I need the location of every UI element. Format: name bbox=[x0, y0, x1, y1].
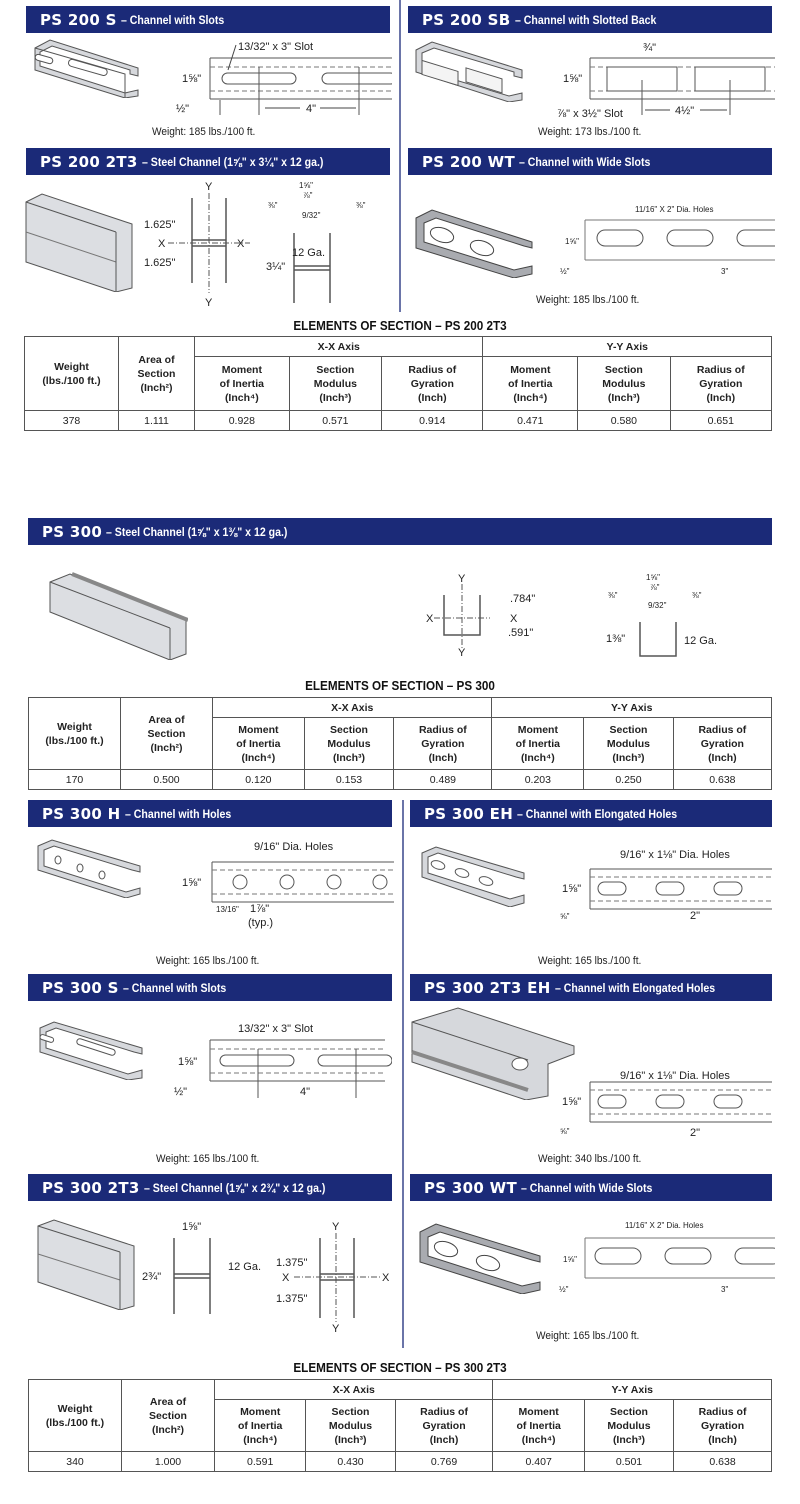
channel-slots-illustration bbox=[38, 1020, 144, 1080]
holes-dimension-drawing bbox=[182, 838, 394, 933]
weight-label: Weight: 340 lbs./100 ft. bbox=[538, 1153, 642, 1165]
section-header-ps3002t3 bbox=[28, 1174, 392, 1201]
dimension-section-drawing bbox=[142, 1218, 272, 1318]
svg-text:¾": ¾" bbox=[643, 42, 657, 54]
svg-text:13/16": 13/16" bbox=[216, 905, 239, 914]
channel-slotted-back-illustration bbox=[414, 40, 526, 102]
svg-text:3": 3" bbox=[721, 267, 729, 276]
svg-text:Y: Y bbox=[332, 1221, 340, 1233]
svg-text:4½": 4½" bbox=[675, 105, 695, 117]
slot-dimension-drawing bbox=[170, 40, 392, 120]
svg-text:1⅜": 1⅜" bbox=[606, 633, 626, 645]
double-channel-illustration bbox=[24, 192, 134, 292]
svg-text:11/16" X 2" Dia. Holes: 11/16" X 2" Dia. Holes bbox=[635, 205, 714, 214]
svg-text:⅞": ⅞" bbox=[303, 191, 313, 200]
svg-text:2¾": 2¾" bbox=[142, 1271, 162, 1283]
svg-text:⅜": ⅜" bbox=[356, 201, 366, 210]
svg-text:1⅝": 1⅝" bbox=[563, 73, 583, 85]
product-desc: – Channel with Slotted Back bbox=[514, 12, 656, 27]
svg-text:½": ½" bbox=[174, 1086, 188, 1098]
ps300-axis-drawing bbox=[420, 570, 550, 660]
double-channel-elongated-illustration bbox=[408, 1004, 576, 1100]
svg-text:Y: Y bbox=[458, 647, 466, 659]
svg-text:1⅞": 1⅞" bbox=[250, 903, 270, 915]
product-desc: – Steel Channel (1⅝" x 1⅜" x 12 ga.) bbox=[106, 524, 288, 539]
section-header-ps2002t3 bbox=[26, 148, 390, 175]
channel-wide-slots-illustration bbox=[418, 1222, 542, 1294]
svg-text:⅜": ⅜" bbox=[608, 591, 618, 600]
svg-text:1⅝": 1⅝" bbox=[562, 883, 582, 895]
product-code: PS 300 2T3 bbox=[42, 1178, 140, 1197]
svg-text:.591": .591" bbox=[508, 627, 534, 639]
product-code: PS 300 bbox=[42, 522, 103, 541]
product-code: PS 300 2T3 EH bbox=[424, 978, 551, 997]
svg-text:9/16" x 1⅛" Dia. Holes: 9/16" x 1⅛" Dia. Holes bbox=[620, 849, 730, 861]
svg-text:Y: Y bbox=[332, 1323, 340, 1335]
svg-text:2": 2" bbox=[690, 910, 701, 922]
product-code: PS 200 WT bbox=[422, 152, 516, 171]
svg-text:.784": .784" bbox=[510, 593, 536, 605]
svg-text:13/32" x 3" Slot: 13/32" x 3" Slot bbox=[238, 1023, 314, 1035]
svg-text:9/32": 9/32" bbox=[648, 601, 667, 610]
section-header-ps3002t3eh bbox=[410, 974, 772, 1001]
product-code: PS 300 H bbox=[42, 804, 121, 823]
section-header-ps300s bbox=[28, 974, 392, 1001]
slot-dimension-drawing bbox=[170, 1020, 392, 1100]
axis-section-drawing bbox=[140, 178, 260, 308]
section-header-ps200sb bbox=[408, 6, 772, 33]
product-desc: – Channel with Wide Slots bbox=[521, 1180, 653, 1195]
svg-text:9/16" x 1⅛" Dia. Holes: 9/16" x 1⅛" Dia. Holes bbox=[620, 1070, 730, 1082]
product-desc: – Channel with Wide Slots bbox=[519, 154, 651, 169]
weight-label: Weight: 165 lbs./100 ft. bbox=[538, 955, 642, 967]
product-desc: – Channel with Holes bbox=[124, 806, 231, 821]
product-desc: – Channel with Slots bbox=[122, 980, 227, 995]
svg-text:Y: Y bbox=[205, 297, 213, 308]
svg-text:X: X bbox=[510, 613, 518, 625]
svg-text:Y: Y bbox=[205, 181, 213, 193]
table-row: 340 1.000 0.591 0.430 0.769 0.407 0.501 0.638 bbox=[29, 1452, 772, 1472]
svg-text:4": 4" bbox=[306, 103, 317, 115]
svg-text:1⅝": 1⅝" bbox=[299, 181, 313, 190]
svg-text:1.375": 1.375" bbox=[276, 1293, 308, 1305]
svg-text:1⅝": 1⅝" bbox=[182, 877, 202, 889]
product-desc: – Channel with Elongated Holes bbox=[517, 806, 678, 821]
product-code: PS 300 WT bbox=[424, 1178, 518, 1197]
svg-text:⅝": ⅝" bbox=[560, 912, 570, 921]
svg-text:1⅝": 1⅝" bbox=[563, 1255, 577, 1264]
ps300-channel-illustration bbox=[48, 570, 188, 660]
channel-holes-illustration bbox=[36, 838, 142, 898]
section-header-ps200s bbox=[26, 6, 390, 33]
svg-text:9/32": 9/32" bbox=[302, 211, 321, 220]
section-header-ps300 bbox=[28, 518, 772, 545]
column-divider bbox=[402, 800, 404, 1348]
svg-text:1.625": 1.625" bbox=[144, 257, 176, 269]
channel-slots-illustration bbox=[30, 38, 145, 98]
svg-text:½": ½" bbox=[176, 103, 190, 115]
svg-text:X: X bbox=[382, 1272, 390, 1284]
svg-text:1⅝": 1⅝" bbox=[182, 1221, 202, 1233]
svg-text:X: X bbox=[282, 1272, 290, 1284]
wide-slot-dimension-drawing bbox=[555, 200, 775, 280]
section-header-ps300h bbox=[28, 800, 392, 827]
svg-text:1⅝": 1⅝" bbox=[646, 573, 660, 582]
channel-wide-slots-illustration bbox=[414, 208, 534, 278]
weight-label: Weight: 185 lbs./100 ft. bbox=[152, 126, 256, 138]
elongated-holes-dimension-drawing bbox=[558, 845, 772, 925]
product-desc: – Channel with Slots bbox=[120, 12, 225, 27]
wide-slot-dimension-drawing bbox=[555, 1220, 775, 1300]
channel-elongated-holes-illustration bbox=[420, 845, 526, 907]
ps300-dimension-drawing bbox=[600, 570, 740, 662]
svg-text:⅝": ⅝" bbox=[560, 1127, 570, 1136]
svg-text:X: X bbox=[426, 613, 434, 625]
svg-text:12 Ga.: 12 Ga. bbox=[228, 1261, 262, 1273]
svg-text:4": 4" bbox=[300, 1086, 311, 1098]
svg-text:Y: Y bbox=[458, 573, 466, 585]
table-title: ELEMENTS OF SECTION – PS 300 2T3 bbox=[293, 1360, 507, 1375]
weight-label: Weight: 165 lbs./100 ft. bbox=[156, 955, 260, 967]
weight-label: Weight: 173 lbs./100 ft. bbox=[538, 126, 642, 138]
elements-table-ps2002t3: Weight (lbs./100 ft.) Area of Section (Inch²) X-X Axis Y-Y Axis Moment of Inertia (Inch⁴) Section Modulus (Inch³) Radius of Gyration (Inch) Moment of Inertia (Inch⁴) Section Modulus (Inch³) Radius of Gyration (Inch) 378 1.111 0.928 0.571 0.914 0.471 0.580 0.651 bbox=[24, 336, 772, 431]
weight-label: Weight: 185 lbs./100 ft. bbox=[536, 294, 640, 306]
svg-text:1.625": 1.625" bbox=[144, 219, 176, 231]
product-code: PS 200 S bbox=[40, 10, 117, 29]
svg-text:2": 2" bbox=[690, 1127, 701, 1139]
svg-text:13/32" x 3" Slot: 13/32" x 3" Slot bbox=[238, 41, 314, 53]
weight-label: Weight: 165 lbs./100 ft. bbox=[156, 1153, 260, 1165]
table-title: ELEMENTS OF SECTION – PS 200 2T3 bbox=[293, 318, 507, 333]
dimension-section-drawing bbox=[262, 178, 392, 308]
product-code: PS 200 SB bbox=[422, 10, 511, 29]
table-title: ELEMENTS OF SECTION – PS 300 bbox=[305, 678, 495, 693]
product-desc: – Steel Channel (1⅝" x 2¾" x 12 ga.) bbox=[143, 1180, 326, 1195]
svg-text:⅜": ⅜" bbox=[692, 591, 702, 600]
elements-table-ps3002t3: Weight (lbs./100 ft.) Area of Section (Inch²) X-X Axis Y-Y Axis Moment of Inertia (Inch⁴) Section Modulus (Inch³) Radius of Gyration (Inch) Moment of Inertia (Inch⁴) Section Modulus (Inch³) Radius of Gyration (Inch) 340 1.000 0.591 0.430 0.769 0.407 0.501 0.638 bbox=[28, 1379, 772, 1472]
svg-text:⅞": ⅞" bbox=[650, 583, 660, 592]
svg-text:⅜": ⅜" bbox=[268, 201, 278, 210]
svg-text:⅞" x 3½" Slot: ⅞" x 3½" Slot bbox=[557, 108, 623, 120]
svg-text:1⅝": 1⅝" bbox=[565, 237, 579, 246]
weight-label: Weight: 165 lbs./100 ft. bbox=[536, 1330, 640, 1342]
product-code: PS 300 EH bbox=[424, 804, 514, 823]
svg-text:11/16" X 2" Dia. Holes: 11/16" X 2" Dia. Holes bbox=[625, 1221, 704, 1230]
section-header-ps300wt bbox=[410, 1174, 772, 1201]
column-divider bbox=[399, 0, 401, 312]
svg-text:1⅝": 1⅝" bbox=[178, 1056, 198, 1068]
product-code: PS 200 2T3 bbox=[40, 152, 138, 171]
table-row: 378 1.111 0.928 0.571 0.914 0.471 0.580 0.651 bbox=[25, 411, 772, 431]
double-channel-illustration bbox=[36, 1218, 136, 1310]
svg-text:3": 3" bbox=[721, 1285, 729, 1294]
svg-text:12 Ga.: 12 Ga. bbox=[292, 247, 326, 259]
svg-text:X: X bbox=[237, 238, 245, 250]
svg-text:½": ½" bbox=[559, 1285, 569, 1294]
slotted-back-dimension-drawing bbox=[535, 40, 775, 120]
svg-text:X: X bbox=[158, 238, 166, 250]
svg-text:9/16" Dia. Holes: 9/16" Dia. Holes bbox=[254, 841, 334, 853]
elements-table-ps300: Weight (lbs./100 ft.) Area of Section (Inch²) X-X Axis Y-Y Axis Moment of Inertia (Inch⁴) Section Modulus (Inch³) Radius of Gyration (Inch) Moment of Inertia (Inch⁴) Section Modulus (Inch³) Radius of Gyration (Inch) 170 0.500 0.120 0.153 0.489 0.203 0.250 0.638 bbox=[28, 697, 772, 790]
section-header-ps300eh bbox=[410, 800, 772, 827]
svg-text:(typ.): (typ.) bbox=[248, 917, 274, 929]
product-desc: – Channel with Elongated Holes bbox=[554, 980, 715, 995]
svg-text:1.375": 1.375" bbox=[276, 1257, 308, 1269]
section-header-ps200wt bbox=[408, 148, 772, 175]
svg-text:1⅝": 1⅝" bbox=[562, 1096, 582, 1108]
svg-text:1⅝": 1⅝" bbox=[182, 73, 202, 85]
svg-text:3¼": 3¼" bbox=[266, 261, 286, 273]
svg-text:12 Ga.: 12 Ga. bbox=[684, 635, 718, 647]
table-row: 170 0.500 0.120 0.153 0.489 0.203 0.250 0.638 bbox=[29, 770, 772, 790]
elongated-holes-dimension-drawing bbox=[558, 1068, 772, 1148]
svg-text:½": ½" bbox=[560, 267, 570, 276]
product-code: PS 300 S bbox=[42, 978, 119, 997]
axis-section-drawing bbox=[270, 1218, 392, 1336]
product-desc: – Steel Channel (1⅝" x 3¼" x 12 ga.) bbox=[141, 154, 324, 169]
